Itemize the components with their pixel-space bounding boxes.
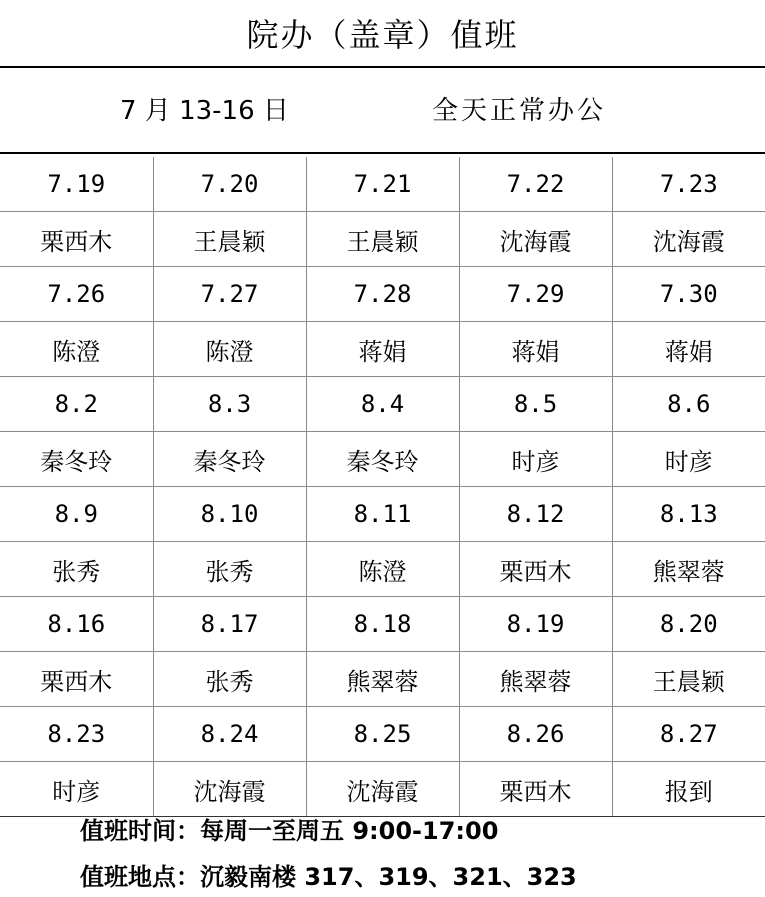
name-cell: 栗西木: [459, 762, 612, 817]
date-cell: 8.20: [612, 597, 765, 652]
date-cell: 8.16: [0, 597, 153, 652]
date-cell: 8.26: [459, 707, 612, 762]
name-cell: 报到: [612, 762, 765, 817]
table-row-names: [0, 432, 765, 487]
table-row-dates: [0, 267, 765, 322]
name-cell: 时彦: [0, 762, 153, 817]
name-cell: 张秀: [153, 542, 306, 597]
title-divider: [0, 66, 765, 68]
name-cell: 蒋娟: [306, 322, 459, 377]
date-cell: 7.26: [0, 267, 153, 322]
table-row-dates: [0, 487, 765, 542]
date-cell: 7.20: [153, 157, 306, 212]
date-cell: 8.23: [0, 707, 153, 762]
table-row-dates: [0, 707, 765, 762]
date-cell: 8.9: [0, 487, 153, 542]
name-cell: 熊翠蓉: [612, 542, 765, 597]
date-cell: 8.3: [153, 377, 306, 432]
table-row-names: [0, 652, 765, 707]
name-cell: 秦冬玲: [153, 432, 306, 487]
date-cell: 7.29: [459, 267, 612, 322]
date-cell: 8.18: [306, 597, 459, 652]
date-cell: 7.28: [306, 267, 459, 322]
date-cell: 8.25: [306, 707, 459, 762]
duty-schedule-table: [0, 157, 765, 817]
name-cell: 沈海霞: [153, 762, 306, 817]
duty-location: 值班地点：沉毅南楼 317、319、321、323: [80, 863, 577, 891]
table-row-names: [0, 542, 765, 597]
name-cell: 王晨颖: [612, 652, 765, 707]
name-cell: 陈澄: [306, 542, 459, 597]
name-cell: 熊翠蓉: [306, 652, 459, 707]
duty-hours: 值班时间：每周一至周五 9:00-17:00: [80, 817, 499, 845]
subtitle-divider: [0, 152, 765, 154]
date-cell: 8.13: [612, 487, 765, 542]
date-cell: 8.24: [153, 707, 306, 762]
table-row-names: [0, 322, 765, 377]
date-cell: 7.22: [459, 157, 612, 212]
date-cell: 8.12: [459, 487, 612, 542]
date-cell: 8.27: [612, 707, 765, 762]
table-row-dates: [0, 377, 765, 432]
date-cell: 8.6: [612, 377, 765, 432]
subtitle-row: [0, 86, 765, 136]
table-row-names: [0, 762, 765, 817]
date-cell: 8.11: [306, 487, 459, 542]
date-cell: 7.27: [153, 267, 306, 322]
name-cell: 沈海霞: [612, 212, 765, 267]
name-cell: 时彦: [612, 432, 765, 487]
subtitle-date-range: 7 月 13-16 日: [120, 96, 289, 126]
name-cell: 蒋娟: [459, 322, 612, 377]
name-cell: 陈澄: [0, 322, 153, 377]
name-cell: 蒋娟: [612, 322, 765, 377]
name-cell: 王晨颖: [306, 212, 459, 267]
subtitle-status: 全天正常办公: [432, 96, 607, 126]
date-cell: 8.5: [459, 377, 612, 432]
date-cell: 8.4: [306, 377, 459, 432]
date-cell: 8.17: [153, 597, 306, 652]
name-cell: 秦冬玲: [306, 432, 459, 487]
name-cell: 栗西木: [0, 212, 153, 267]
name-cell: 熊翠蓉: [459, 652, 612, 707]
date-cell: 8.19: [459, 597, 612, 652]
date-cell: 8.2: [0, 377, 153, 432]
date-cell: 8.10: [153, 487, 306, 542]
date-cell: 7.19: [0, 157, 153, 212]
name-cell: 陈澄: [153, 322, 306, 377]
date-cell: 7.21: [306, 157, 459, 212]
date-cell: 7.30: [612, 267, 765, 322]
date-cell: 7.23: [612, 157, 765, 212]
table-row-names: [0, 212, 765, 267]
name-cell: 张秀: [0, 542, 153, 597]
name-cell: 沈海霞: [306, 762, 459, 817]
name-cell: 栗西木: [0, 652, 153, 707]
name-cell: 张秀: [153, 652, 306, 707]
page-title: 院办（盖章）值班: [246, 16, 519, 54]
table-row-dates: [0, 597, 765, 652]
name-cell: 时彦: [459, 432, 612, 487]
name-cell: 栗西木: [459, 542, 612, 597]
name-cell: 王晨颖: [153, 212, 306, 267]
table-row-dates: [0, 157, 765, 212]
name-cell: 沈海霞: [459, 212, 612, 267]
name-cell: 秦冬玲: [0, 432, 153, 487]
